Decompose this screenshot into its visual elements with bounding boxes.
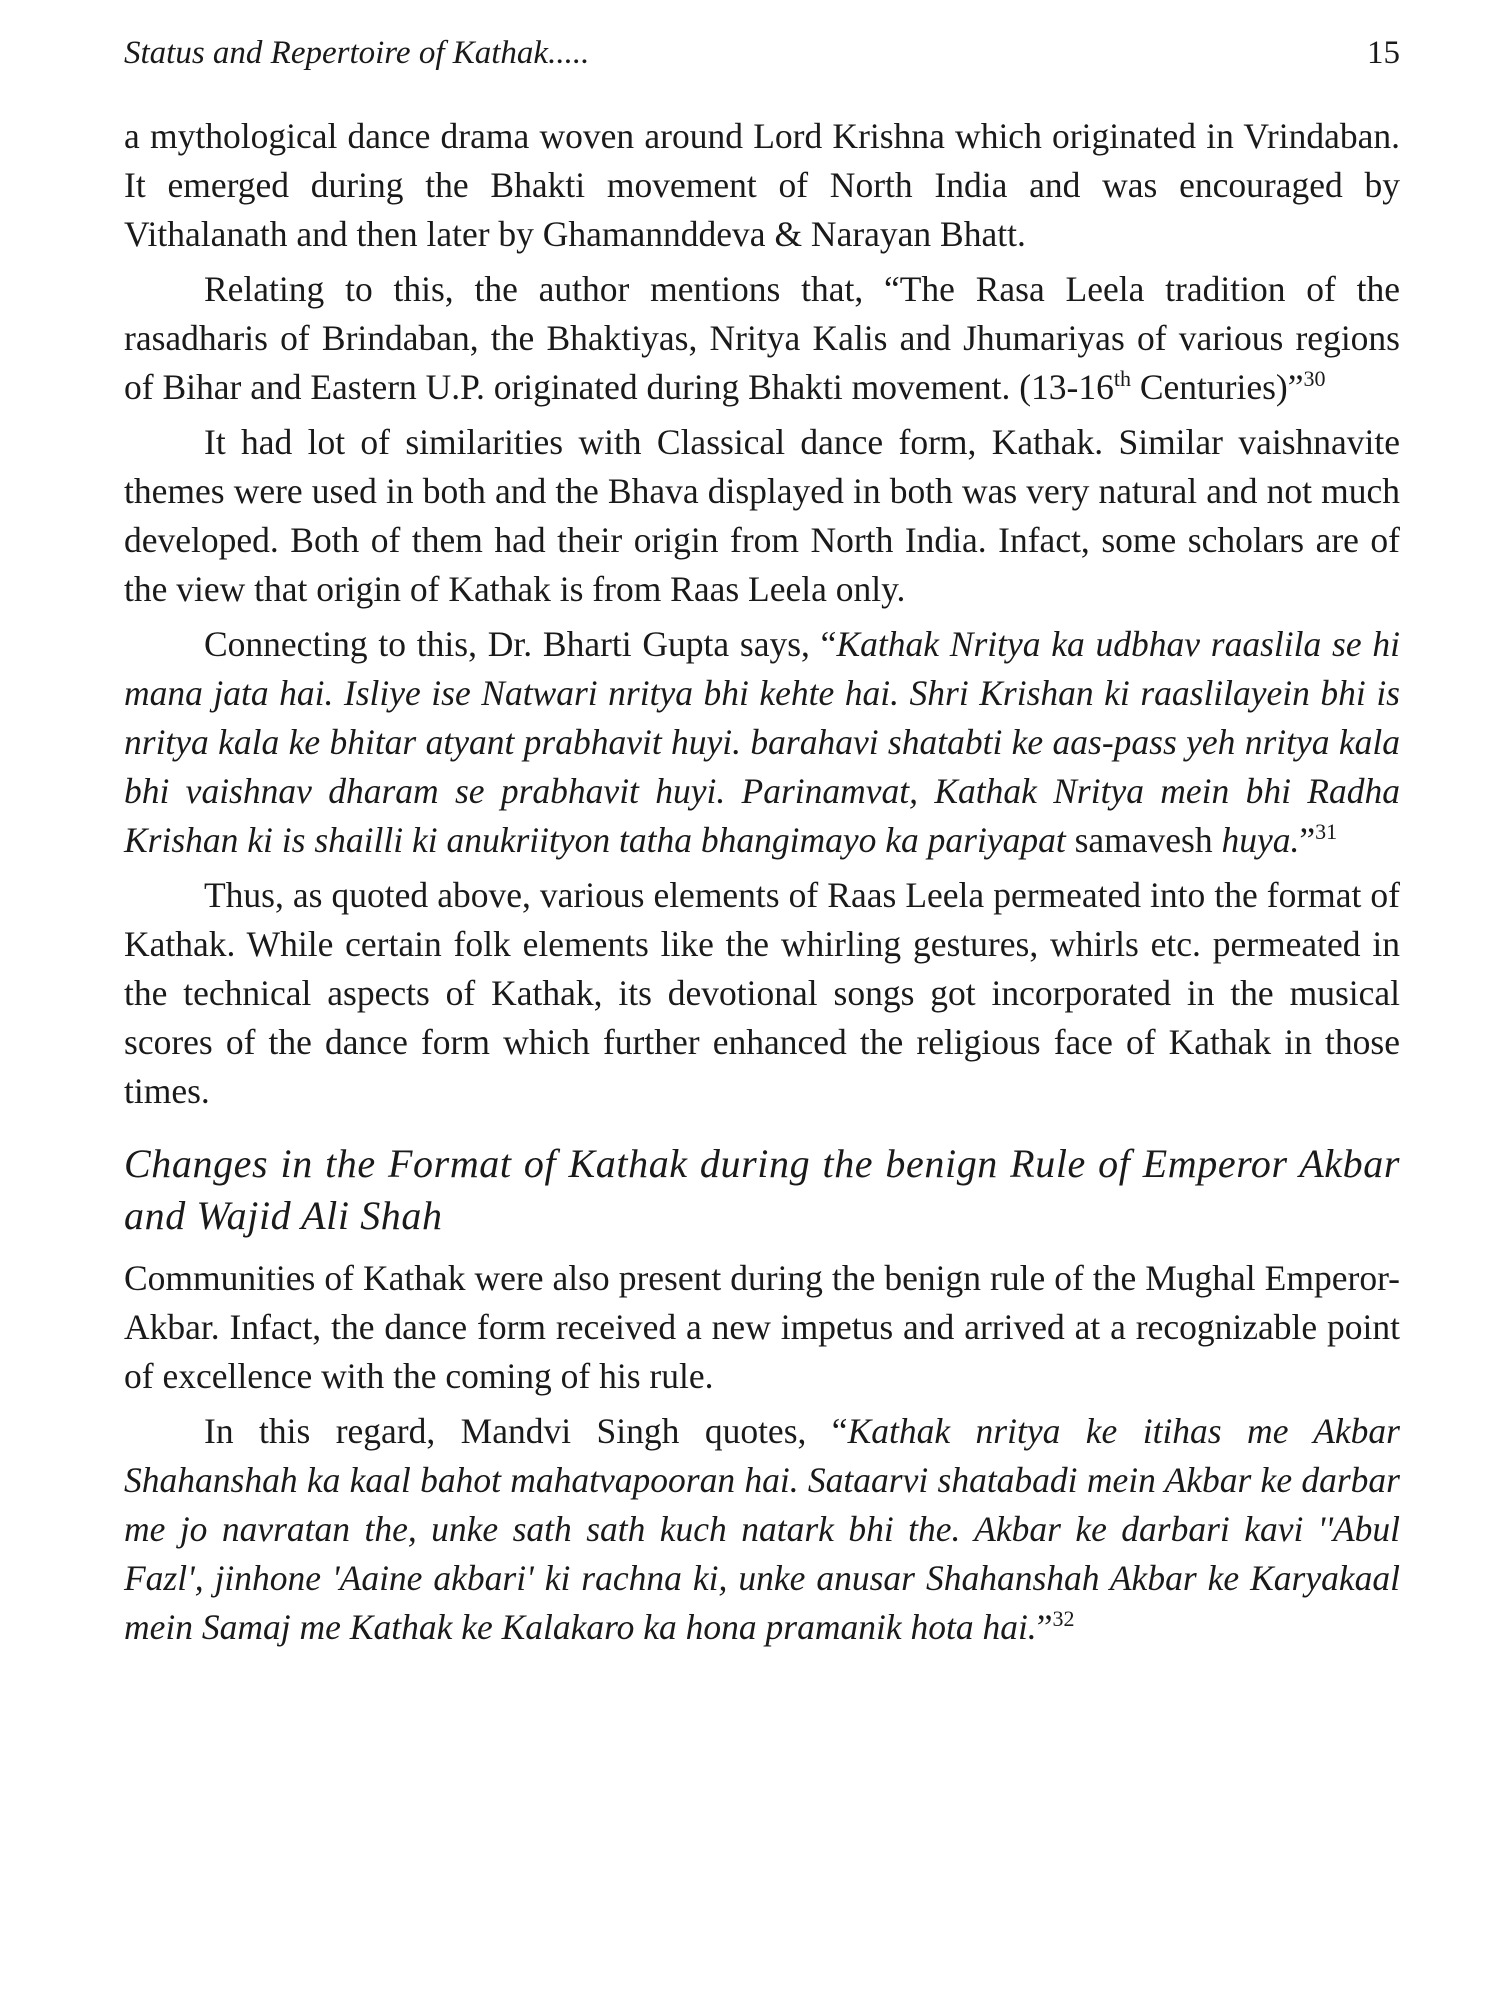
paragraph-2 [124, 265, 1400, 412]
quote-mandvi-singh: Kathak nritya ke itihas me Akbar Shahanshah ka kaal bahot mahatvapooran hai. Sataarvi shatabadi mein Akbar ke darbar me jo navratan the, unke sath sath kuch natark bhi the. Akbar ke darbari kavi ''Abul Fazl', jinhone 'Aaine akbari' ki rachna ki, unke anusar Shahanshah Akbar ke Karyakaal mein Samaj me Kathak ke Kalakaro ka hona pramanik hota hai. [124, 1411, 1400, 1647]
footnote-ref-32: 32 [1052, 1606, 1075, 1631]
paragraph-6 [124, 1254, 1400, 1401]
paragraph-4 [124, 620, 1400, 865]
quote-bharti-gupta-end: huya. [1221, 820, 1300, 860]
paragraph-3 [124, 418, 1400, 614]
closing-quote: ” [1299, 820, 1316, 860]
paragraph-6-text: Communities of Kathak were also present during the benign rule of the Mughal Emperor-Akbar. Infact, the dance form received a new impetus and arrived at a recognizable point of excellence with the coming of his rule. [124, 1258, 1400, 1396]
paragraph-3-text: It had lot of similarities with Classical dance form, Kathak. Similar vaishnavite themes were used in both and the Bhava displayed in both was very natural and not much developed. Both of them had their origin from North India. Infact, some scholars are of the view that origin of Kathak is from Raas Leela only. [124, 422, 1400, 609]
page-header [124, 28, 1400, 78]
running-title: Status and Repertoire of Kathak..... [124, 34, 590, 71]
page-body [124, 112, 1400, 1658]
paragraph-1-text: a mythological dance drama woven around Lord Krishna which originated in Vrindaban. It emerged during the Bhakti movement of North India and was encouraged by Vithalanath and then later by Ghamannddeva & Narayan Bhatt. [124, 116, 1400, 254]
paragraph-7 [124, 1407, 1400, 1652]
page-number: 15 [1367, 34, 1400, 71]
footnote-ref-30: 30 [1303, 366, 1326, 391]
paragraph-1 [124, 112, 1400, 259]
footnote-ref-31: 31 [1315, 819, 1338, 844]
paragraph-4-lead: Connecting to this, Dr. Bharti Gupta says, “ [204, 624, 837, 664]
paragraph-2-text-end: Centuries)” [1130, 367, 1304, 407]
ordinal-superscript: th [1113, 366, 1131, 391]
paragraph-5-text: Thus, as quoted above, various elements of Raas Leela permeated into the format of Kathak. While certain folk elements like the whirling gestures, whirls etc. permeated in the technical aspects of Kathak, its devotional songs got incorporated in the musical scores of the dance form which further enhanced the religious face of Kathak in those times. [124, 875, 1400, 1111]
closing-quote-2: ” [1036, 1607, 1053, 1647]
paragraph-2-text: Relating to this, the author mentions that, “The Rasa Leela tradition of the rasadharis of Brindaban, the Bhaktiyas, Nritya Kalis and Jhumariyas of various regions of Bihar and Eastern U.P. originated during Bhakti movement. (13-16 [124, 269, 1400, 407]
quote-bharti-gupta: Kathak Nritya ka udbhav raaslila se hi mana jata hai. Isliye ise Natwari nritya bhi kehte hai. Shri Krishan ki raaslilayein bhi is nritya kala ke bhitar atyant prabhavit huyi. barahavi shatabti ke aas-pass yeh nritya kala bhi vaishnav dharam se prabhavit huyi. Parinamvat, Kathak Nritya mein bhi Radha Krishan ki is shailli ki anukriityon tatha bhangimayo ka pariyapat [124, 624, 1400, 860]
section-heading: Changes in the Format of Kathak during the benign Rule of Emperor Akbar and Wajid Ali Shah [124, 1141, 1400, 1238]
paragraph-5 [124, 871, 1400, 1116]
paragraph-7-lead: In this regard, Mandvi Singh quotes, “ [204, 1411, 848, 1451]
paragraph-4-plain: samavesh [1065, 820, 1222, 860]
